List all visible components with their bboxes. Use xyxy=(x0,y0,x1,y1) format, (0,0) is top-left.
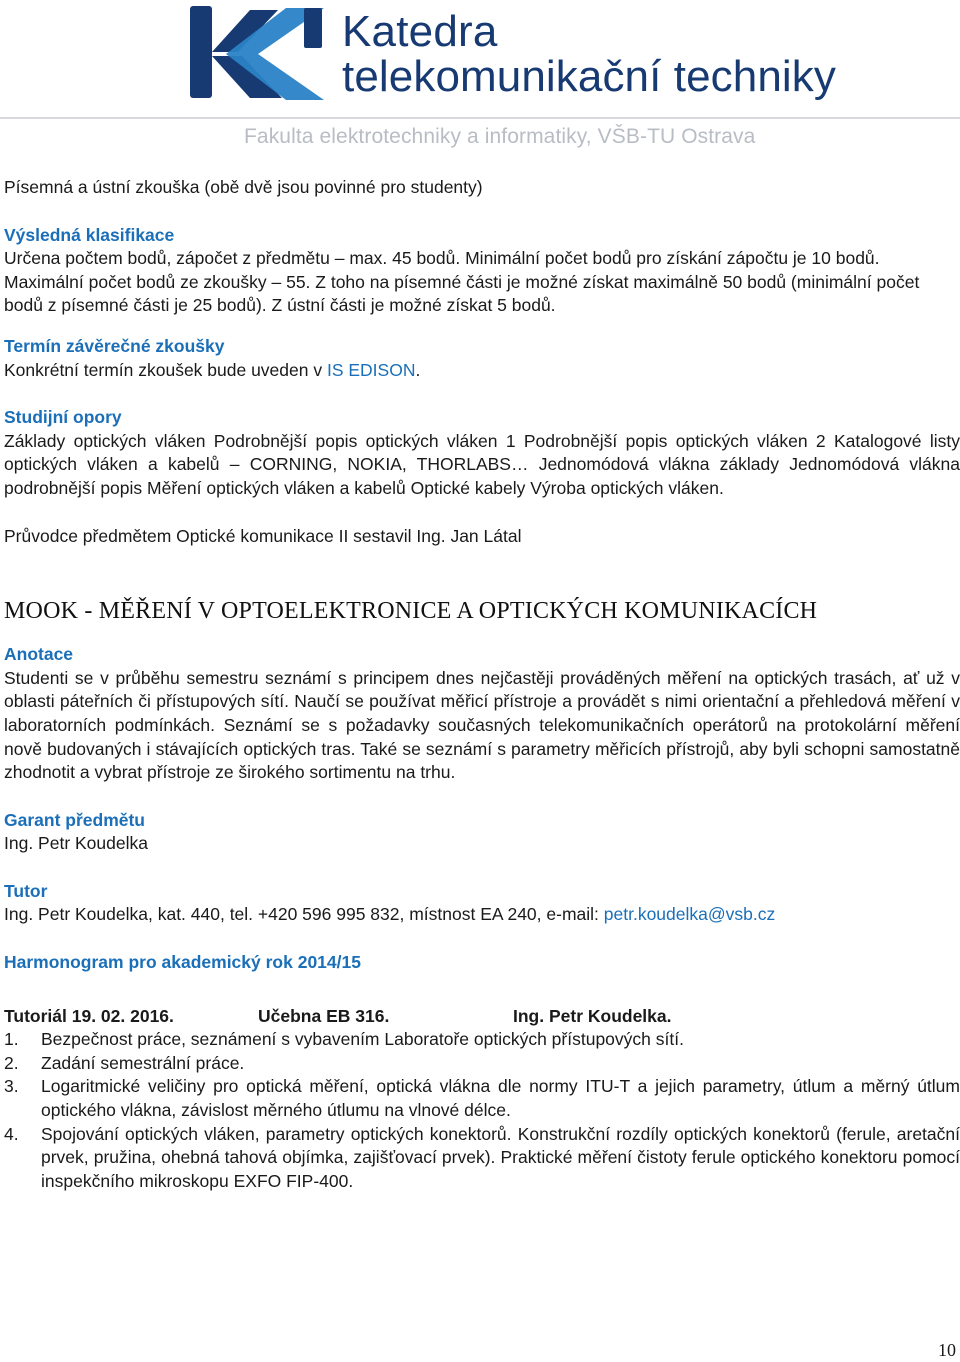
logo-title-line1: Katedra xyxy=(342,7,498,56)
tutorial-line xyxy=(4,1005,960,1029)
tutor-email-link[interactable]: petr.koudelka@vsb.cz xyxy=(603,904,776,925)
tutorial-room: Učebna EB 316. xyxy=(258,1005,390,1026)
termin-text-before: Konkrétní termín zkoušek bude uveden v xyxy=(4,359,327,380)
harmonogram-heading: Harmonogram pro akademický rok 2014/15 xyxy=(4,952,361,973)
list-item-number: 3. xyxy=(4,1076,19,1097)
tutorial-date: Tutoriál 19. 02. 2016. xyxy=(4,1005,174,1026)
is-edison-link[interactable]: IS EDISON xyxy=(326,359,416,380)
list-item-number: 4. xyxy=(4,1123,19,1144)
schedule-list xyxy=(4,1028,960,1193)
klasifikace-heading: Výsledná klasifikace xyxy=(4,224,175,245)
anotace-text: Studenti se v průběhu semestru seznámí s principem dnes nejčastěji prováděných měření na optických trasách, ať už v oblasti páteřních či přístupových sítí. Naučí se používat měřicí přístroje a provádět s nimi orientační a přehledová měření v laboratorních podmínkách. Seznámí se s požadavky současných telekomunikačních operátorů na protokolární měření nově budovaných i stávajících optických tras. Také se seznámí s parametry měřicích přístrojů, aby byli schopni samostatně zhodnotit a vybrat přístroje ze širokého sortimentu na trhu. xyxy=(4,667,960,783)
garant-text: Ing. Petr Koudelka xyxy=(4,833,148,854)
header-divider xyxy=(0,117,960,119)
list-item-text: Bezpečnost práce, seznámení s vybavením Laboratoře optických přístupových sítí. xyxy=(41,1029,684,1050)
termin-text xyxy=(4,359,960,383)
list-item-number: 1. xyxy=(4,1029,19,1050)
list-item-number: 2. xyxy=(4,1052,19,1073)
garant-heading: Garant předmětu xyxy=(4,809,145,830)
tutor-text xyxy=(4,903,960,927)
pruvodce-line: Průvodce předmětem Optické komunikace II sestavil Ing. Jan Látal xyxy=(4,525,522,546)
tutor-contact: Ing. Petr Koudelka, kat. 440, tel. +420 596 995 832, místnost EA 240, e-mail: xyxy=(4,904,604,925)
course-title: MOOK - MĚŘENÍ V OPTOELEKTRONICE A OPTICKÝCH KOMUNIKACÍCH xyxy=(4,598,818,625)
page-number: 10 xyxy=(938,1340,956,1360)
exam-type-line: Písemná a ústní zkouška (obě dvě jsou povinné pro studenty) xyxy=(4,177,483,197)
opory-text: Základy optických vláken Podrobnější popis optických vláken 1 Podrobnější popis optických vláken 2 Katalogové listy optických vláken a kabelů – CORNING, NOKIA, THORLABS… Jednomódová vlákna základy Jednomódová vlákna podrobnější popis Měření optických vláken a kabelů Optické kabely Výroba optických vláken. xyxy=(4,430,960,498)
faculty-name: Fakulta elektrotechniky a informatiky, VŠB-TU Ostrava xyxy=(244,125,756,148)
list-item xyxy=(4,1052,960,1076)
list-item xyxy=(4,1028,960,1052)
list-item-text: Spojování optických vláken, parametry optických konektorů. Konstrukční rozdíly optických konektorů (ferule, aretační prvek, pružina, ohebná tahová objímka, zajišťovací prvek). Praktické měření čistoty ferule optického konektoru pomocí inspekčního mikroskopu EXFO FIP-400. xyxy=(41,1123,960,1191)
list-item xyxy=(4,1075,960,1122)
termin-heading: Termín závěrečné zkoušky xyxy=(4,335,225,356)
klasifikace-text: Určena počtem bodů, zápočet z předmětu – max. 45 bodů. Minimální počet bodů pro získání zápočtu je 10 bodů. Maximální počet bodů ze zkoušky – 55. Z toho na písemné části je možné získat maximálně 50 bodů (minimální počet bodů z písemné části je 25 bodů). Z ústní části je možné získat 5 bodů. xyxy=(4,248,920,316)
tutor-heading: Tutor xyxy=(4,880,48,901)
department-logo-icon xyxy=(186,4,326,104)
page-header xyxy=(0,0,960,160)
logo-title-line2: telekomunikační techniky xyxy=(342,52,836,101)
anotace-heading: Anotace xyxy=(4,644,74,665)
opory-heading: Studijní opory xyxy=(4,407,122,428)
list-item-text: Logaritmické veličiny pro optická měření, optická vlákna dle normy ITU-T a jejich parametry, útlum a měrný útlum optického vlákna, závislost měrného útlumu na vlnové délce. xyxy=(41,1076,960,1121)
page-content xyxy=(4,176,960,1193)
termin-text-after: . xyxy=(415,359,421,380)
list-item xyxy=(4,1123,960,1194)
list-item-text: Zadání semestrální práce. xyxy=(41,1052,245,1073)
tutorial-lecturer: Ing. Petr Koudelka. xyxy=(513,1005,672,1026)
